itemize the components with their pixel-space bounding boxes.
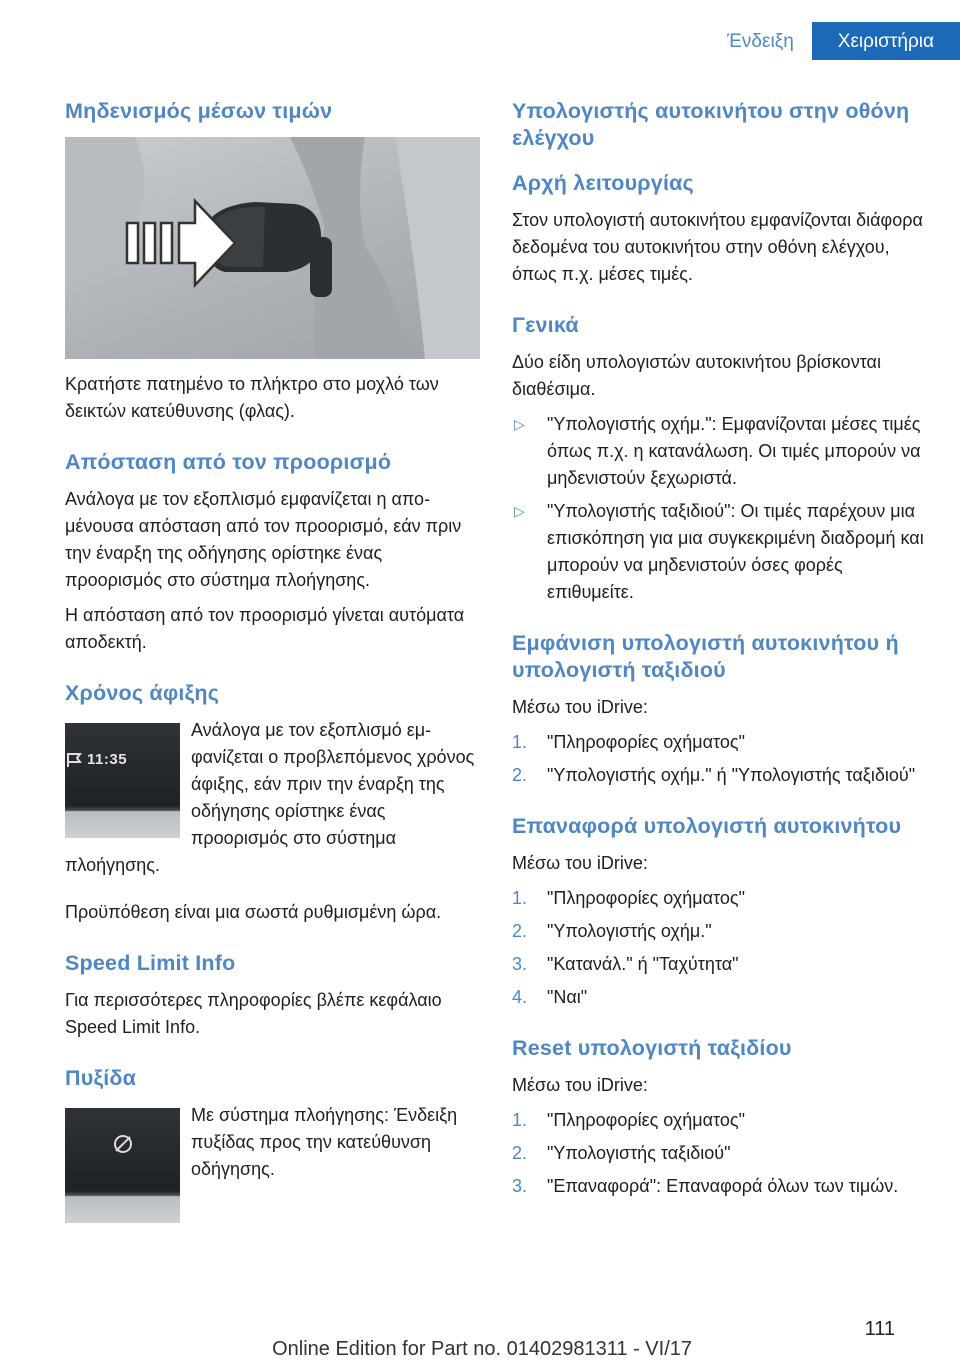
- computer-heading: Υπολογιστής αυτοκινήτου στην οθόνη ελέγχου: [512, 99, 910, 150]
- distance-text-1: Ανάλογα με τον εξοπλισμό εμφανίζεται η απομένουσα απόσταση από τον προορισμό, εάν πριν την έναρξη της οδήγησης ορίστηκε ένας προορισμός στο σύστημα πλοήγησης.: [65, 489, 462, 590]
- arrival-note: Προϋπόθεση είναι μια σωστά ρυθμισμένη ώρα.: [65, 902, 442, 922]
- arrival-clock-value: 11:35: [87, 751, 128, 768]
- principle-heading: Αρχή λειτουργίας: [512, 171, 694, 195]
- reset-trip-heading: Reset υπολογιστή ταξιδίου: [512, 1036, 792, 1060]
- compass-heading: Πυξίδα: [65, 1066, 137, 1090]
- lever-illustration: [65, 137, 480, 359]
- reset-computer-via: Μέσω του iDrive:: [512, 853, 648, 873]
- list-item: 1. "Πληροφορίες οχήματος": [512, 888, 745, 908]
- turn-signal-lever-photo: [65, 137, 480, 359]
- edition-label: Online Edition for Part no. 01402981311 - VI/17: [272, 1338, 692, 1360]
- display-heading: Εμφάνιση υπολογιστή αυτοκινήτου ή υπολογιστή ταξιδιού: [512, 631, 899, 682]
- list-item: 4. "Ναι": [512, 987, 588, 1007]
- list-item: 3. "Κατανάλ." ή "Ταχύτητα": [512, 954, 739, 974]
- arrival-text: Ανάλογα με τον εξοπλισμό εμφανίζεται ο προβλεπόμενος χρόνος άφιξης, εάν πριν την έναρξη της οδήγησης ορίστηκε ένας προορισμός στο σύστημα πλοήγησης.: [65, 720, 475, 875]
- general-list: [512, 411, 932, 606]
- compass-icon: [111, 1132, 135, 1156]
- speed-limit-heading: Speed Limit Info: [65, 951, 236, 975]
- list-item: 1. "Πληροφορίες οχήματος": [512, 1110, 745, 1130]
- flag-icon: [65, 752, 85, 768]
- triangle-bullet-icon: ▷: [514, 416, 525, 432]
- distance-text-2: Η απόσταση από τον προορισμό γίνεται αυτόματα αποδεκτή.: [65, 605, 465, 652]
- reset-trip-steps: [512, 1107, 932, 1200]
- page-number: 111: [864, 1318, 895, 1340]
- distance-heading: Απόσταση από τον προορισμό: [65, 450, 392, 474]
- arrival-time-display: [65, 723, 180, 838]
- list-item: 3. "Επαναφορά": Επαναφορά όλων των τιμών.: [512, 1176, 899, 1196]
- general-text: Δύο είδη υπολογιστών αυτοκινήτου βρίσκονται διαθέσιμα.: [512, 352, 881, 399]
- list-item: ▷ "Υπολογιστής οχήμ.": Εμφανίζονται μέσες τιμές όπως π.χ. η κατανάλωση. Οι τιμές μπορούν να μηδενιστούν ξεχωριστά.: [512, 411, 932, 492]
- list-item: 1. "Πληροφορίες οχήματος": [512, 732, 745, 752]
- reset-computer-steps: [512, 885, 932, 1011]
- principle-text: Στον υπολογιστή αυτοκινήτου εμφανίζονται διάφορα δεδομένα του αυτοκινήτου στην οθόνη ελέγχου, όπως π.χ. μέσες τιμές.: [512, 210, 923, 284]
- triangle-bullet-icon: ▷: [514, 503, 525, 519]
- header-tabs: [709, 22, 960, 60]
- general-heading: Γενικά: [512, 313, 579, 337]
- tab-controls[interactable]: Χειριστήρια: [812, 22, 960, 60]
- compass-text: Με σύστημα πλοήγησης: Ένδειξη πυξίδας προς την κατεύθυνση οδήγησης.: [191, 1105, 458, 1179]
- display-via: Μέσω του iDrive:: [512, 697, 648, 717]
- speed-limit-text: Για περισσότερες πληροφορίες βλέπε κεφάλαιο Speed Limit Info.: [65, 990, 442, 1037]
- list-item: 2. "Υπολογιστής οχήμ." ή "Υπολογιστής ταξιδιού": [512, 765, 916, 785]
- reset-trip-via: Μέσω του iDrive:: [512, 1075, 648, 1095]
- reset-computer-heading: Επαναφορά υπολογιστή αυτοκινήτου: [512, 814, 902, 838]
- list-item: ▷ "Υπολογιστής ταξιδιού": Οι τιμές παρέχουν μια επισκόπηση για μια συγκεκριμένη διαδρομή και μπορούν να μηδενιστούν όσες φορές επιθυμείτε.: [512, 498, 932, 606]
- compass-display: [65, 1108, 180, 1223]
- page-footer: [0, 1318, 960, 1358]
- reset-averages-text: Κρατήστε πατημένο το πλήκτρο στο μοχλό των δεικτών κατεύθυνσης (φλας).: [65, 374, 439, 421]
- left-column: [65, 98, 480, 1229]
- tab-index[interactable]: Ένδειξη: [727, 31, 794, 52]
- list-item: 2. "Υπολογιστής ταξιδιού": [512, 1143, 731, 1163]
- display-steps: [512, 729, 932, 789]
- list-item: 2. "Υπολογιστής οχήμ.": [512, 921, 712, 941]
- arrival-heading: Χρόνος άφιξης: [65, 681, 220, 705]
- right-column: [512, 98, 932, 1208]
- reset-averages-heading: Μηδενισμός μέσων τιμών: [65, 99, 333, 123]
